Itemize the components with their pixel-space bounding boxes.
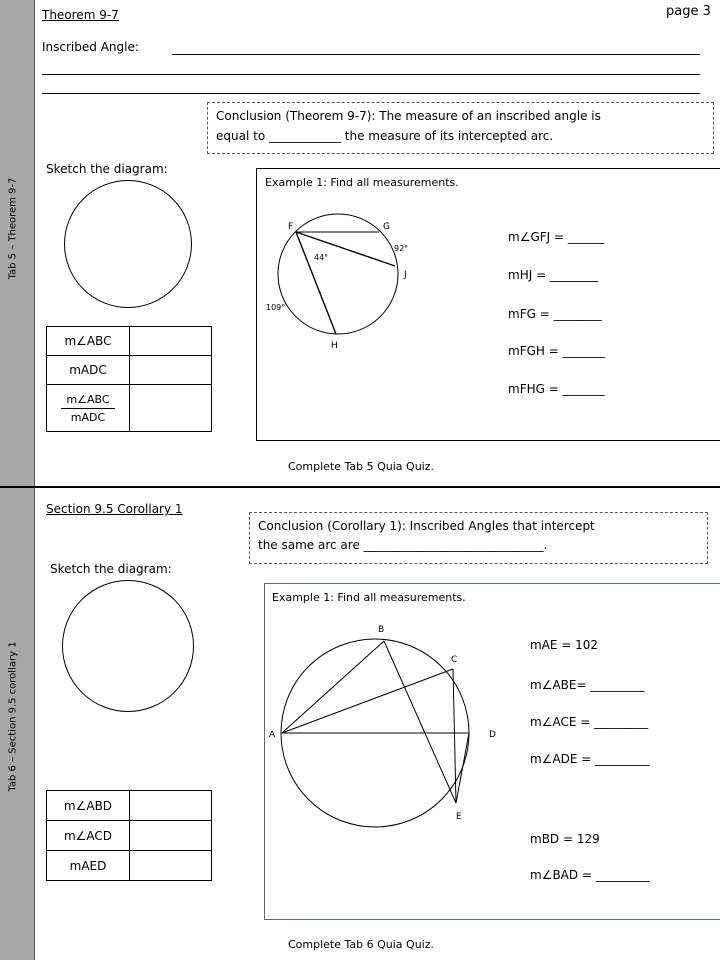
- section-divider: [0, 486, 720, 488]
- quiz-note: Complete Tab 6 Quia Quiz.: [288, 938, 435, 951]
- sketch-label: Sketch the diagram:: [50, 562, 172, 576]
- measurement-hj: mHJ = ________: [508, 268, 598, 282]
- label-e: E: [456, 812, 462, 822]
- table-cell: m∠ABC: [47, 327, 130, 356]
- measurement-gfj: m∠GFJ = ______: [508, 230, 604, 244]
- chord-fh: [296, 232, 336, 334]
- conclusion-line2: equal to ____________ the measure of its intercepted arc.: [216, 129, 554, 143]
- label-g: G: [383, 222, 390, 232]
- answer-cell[interactable]: [130, 356, 212, 385]
- answer-line: [172, 54, 700, 55]
- quiz-note: Complete Tab 5 Quia Quiz.: [288, 460, 435, 473]
- answer-line: [42, 93, 700, 94]
- label-c: C: [451, 655, 458, 665]
- inscribed-angle-label: Inscribed Angle:: [42, 40, 139, 54]
- table-cell: m∠ACD: [47, 821, 130, 851]
- fraction-top: m∠ABC: [61, 393, 115, 409]
- table-cell: mAED: [47, 851, 130, 881]
- corollary-line2: the same arc are ______________________________.: [258, 538, 548, 552]
- sketch-circle: [64, 180, 192, 308]
- measurement-ae: mAE = 102: [530, 638, 599, 652]
- example-title: Example 1: Find all measurements.: [272, 591, 466, 604]
- example-title: Example 1: Find all measurements.: [265, 176, 459, 189]
- tab6-side-label: Tab 6 – Section 9.5 corollary 1: [7, 641, 19, 792]
- page-number: page 3: [666, 4, 711, 19]
- table-cell: mADC: [47, 356, 130, 385]
- measurement-abe: m∠ABE= _________: [530, 678, 645, 692]
- answer-cell[interactable]: [130, 385, 212, 432]
- measurement-table: [46, 790, 212, 881]
- measurement-ade: m∠ADE = _________: [530, 752, 650, 766]
- corollary-diagram: [268, 615, 498, 830]
- fraction-cell: [47, 385, 130, 432]
- table-cell: m∠ABD: [47, 791, 130, 821]
- measurement-bd: mBD = 129: [530, 832, 600, 846]
- answer-cell[interactable]: [130, 821, 212, 851]
- corollary-line1: Conclusion (Corollary 1): Inscribed Angles that intercept: [258, 519, 595, 533]
- chord-de: [456, 733, 469, 803]
- tab5-title: Theorem 9-7: [42, 8, 119, 22]
- measurement-ace: m∠ACE = _________: [530, 715, 649, 729]
- fraction-bottom: mADC: [70, 410, 106, 424]
- answer-cell[interactable]: [130, 327, 212, 356]
- arc-gj-label: 92°: [394, 244, 409, 253]
- arc-fh-label: 109°: [266, 303, 286, 312]
- measurement-fhg: mFHG = _______: [508, 382, 605, 396]
- label-h: H: [331, 341, 338, 351]
- chord-fj: [296, 232, 395, 266]
- measurement-fgh: mFGH = _______: [508, 344, 605, 358]
- label-j: J: [404, 270, 407, 280]
- chord-ac: [282, 669, 453, 733]
- answer-line: [42, 74, 700, 75]
- inscribed-angle-diagram: [256, 196, 436, 356]
- label-a: A: [269, 730, 276, 740]
- measurement-fg: mFG = ________: [508, 307, 602, 321]
- tab5-side-label: Tab 5 – Theorem 9-7: [7, 177, 19, 280]
- conclusion-line1: Conclusion (Theorem 9-7): The measure of an inscribed angle is: [216, 109, 601, 123]
- label-d: D: [489, 730, 496, 740]
- chord-be: [384, 641, 456, 803]
- tab6-title: Section 9.5 Corollary 1: [46, 502, 183, 516]
- chord-ab: [282, 641, 384, 733]
- answer-cell[interactable]: [130, 791, 212, 821]
- label-b: B: [378, 625, 385, 635]
- measurement-bad: m∠BAD = _________: [530, 868, 650, 882]
- sketch-circle: [62, 580, 194, 712]
- label-f: F: [288, 222, 294, 232]
- sketch-label: Sketch the diagram:: [46, 162, 168, 176]
- answer-cell[interactable]: [130, 851, 212, 881]
- angle-label: 44°: [314, 253, 329, 262]
- measurement-table: [46, 326, 212, 432]
